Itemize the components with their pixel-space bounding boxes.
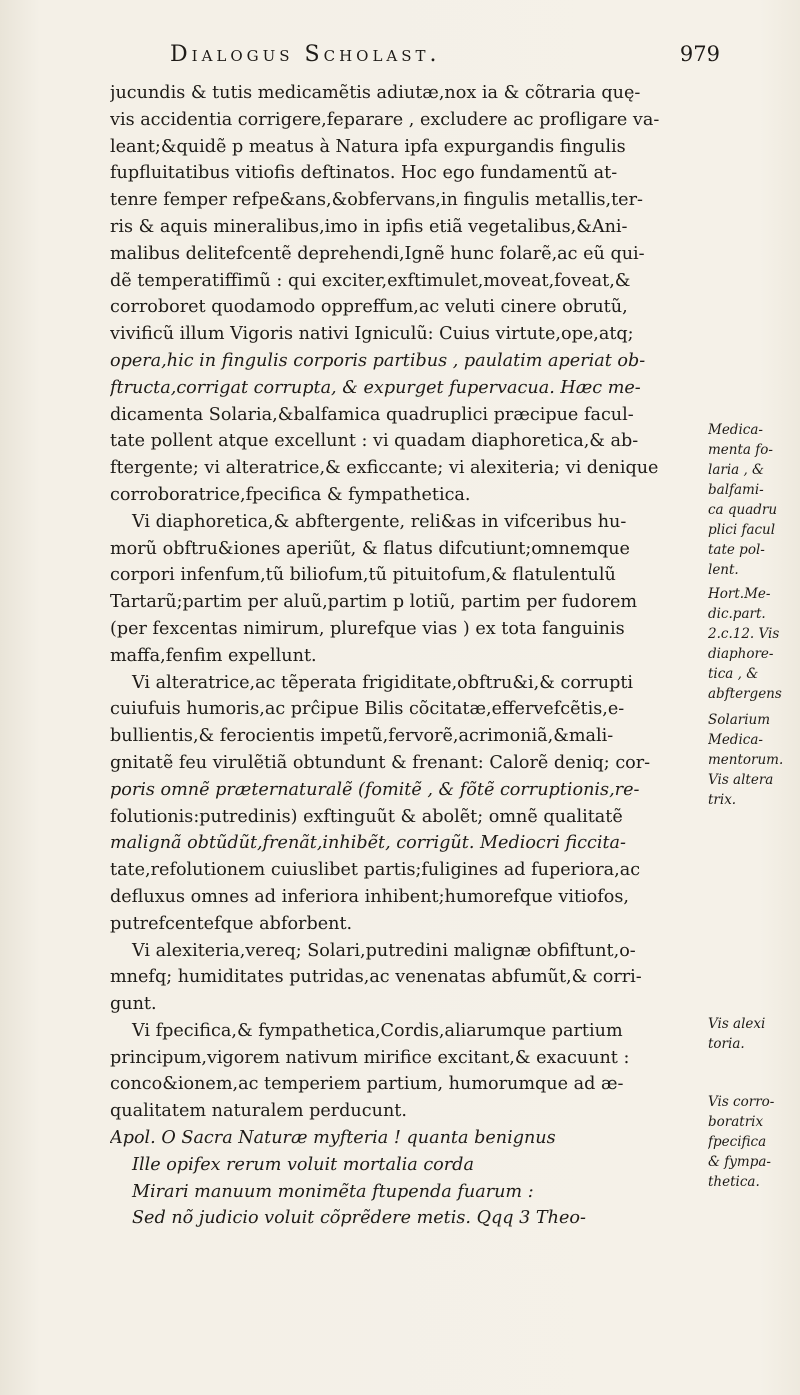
margin-note-line: dic.part.: [708, 606, 766, 622]
margin-note-line: Solarium: [708, 712, 771, 728]
text-line: corroboratrice,fpecifica & fympathetica.: [110, 484, 471, 505]
text-line: gunt.: [110, 994, 157, 1015]
margin-note-line: diaphore-: [708, 646, 774, 662]
margin-note: [708, 1092, 796, 1192]
margin-note: [708, 420, 796, 580]
text-line: malibus delitefcentẽ deprehendi,Ignẽ hunc folarẽ,ac eũ qui-: [110, 243, 645, 264]
margin-note-line: Medica-: [708, 732, 763, 748]
margin-note-line: menta fo-: [708, 442, 773, 458]
running-title: Dialogus Scholast.: [170, 42, 441, 67]
margin-note-line: lent.: [708, 562, 739, 578]
text-line: Vi diaphoretica,& abftergente, reli&as in vifceribus hu-: [132, 511, 627, 532]
text-line: Vi alteratrice,ac tẽperata frigiditate,obftru&i,& corrupti: [132, 672, 634, 693]
text-line: bullientis,& ferocientis impetũ,fervorẽ,acrimoniã,&mali-: [110, 726, 614, 747]
margin-note-line: mentorum.: [708, 752, 784, 768]
text-line: leant;&quidẽ p meatus à Natura ipfa expurgandis fingulis: [110, 136, 626, 157]
text-line: ris & aquis mineralibus,imo in ipfis etiã vegetalibus,&Ani-: [110, 216, 628, 237]
text-line: morũ obftru&iones aperiũt, & flatus difcutiunt;omnemque: [110, 538, 630, 559]
text-line: vis accidentia corrigere,feparare , excludere ac profligare va-: [110, 109, 660, 130]
margin-note-line: Medica-: [708, 422, 763, 438]
margin-note: [708, 1014, 796, 1054]
text-line: dicamenta Solaria,&balfamica quadruplici præcipue facul-: [110, 404, 634, 425]
margin-note-line: 2.c.12. Vis: [708, 626, 780, 642]
margin-note-line: boratrix: [708, 1114, 764, 1130]
text-line: Vi fpecifica,& fympathetica,Cordis,aliarumque partium: [132, 1020, 623, 1041]
text-line: Mirari manuum monimẽta ftupenda fuarum :: [132, 1181, 534, 1202]
margin-note-line: abftergens: [708, 686, 782, 702]
margin-note-line: laria , &: [708, 462, 765, 478]
text-line: cuiufuis humoris,ac prĉipue Bilis cõcitatæ,effervefcẽtis,e-: [110, 699, 625, 720]
margin-note-line: tate pol-: [708, 542, 765, 558]
main-text: [110, 80, 670, 1232]
text-line: corpori infenfum,tũ biliofum,tũ pituitofum,& flatulentulũ: [110, 565, 616, 586]
text-line: tate pollent atque excellunt : vi quadam diaphoretica,& ab-: [110, 431, 639, 452]
text-line: tate,refolutionem cuiuslibet partis;fuligines ad fuperiora,ac: [110, 860, 641, 881]
margin-note-line: fpecifica: [708, 1134, 767, 1150]
text-line: dẽ temperatiffimũ : qui exciter,exftimulet,moveat,foveat,&: [110, 270, 631, 291]
margin-note-line: & fympa-: [708, 1154, 771, 1170]
text-line: mnefq; humiditates putridas,ac venenatas abfumũt,& corri-: [110, 967, 642, 988]
margin-note-line: ca quadru: [708, 502, 778, 518]
text-line: Tartarũ;partim per aluũ,partim p lotiũ, partim per fudorem: [110, 592, 638, 613]
text-line: maffa,fenfim expellunt.: [110, 645, 317, 666]
text-line: vivificũ illum Vigoris nativi Igniculũ: Cuius virtute,ope,atq;: [110, 324, 634, 345]
text-line: malignã obtũdũt,frenãt,inhibẽt, corrigũt. Mediocri ficcita-: [110, 833, 626, 854]
text-line: folutionis:putredinis) exftinguũt & abolẽt; omnẽ qualitatẽ: [110, 806, 623, 827]
margin-note: [708, 710, 796, 810]
text-line: ftergente; vi alteratrice,& exficcante; vi alexiteria; vi denique: [110, 458, 659, 479]
margin-note-line: toria.: [708, 1036, 745, 1052]
text-line: (per fexcentas nimirum, plurefque vias ) ex tota fanguinis: [110, 618, 625, 639]
text-line: qualitatem naturalem perducunt.: [110, 1101, 407, 1122]
text-line: poris omnẽ præternaturalẽ (fomitẽ , & fõtẽ corruptionis,re-: [110, 779, 640, 800]
margin-note-line: Vis alexi: [708, 1016, 766, 1032]
margin-note-line: thetica.: [708, 1174, 760, 1190]
text-line: defluxus omnes ad inferiora inhibent;humorefque vitiofos,: [110, 886, 629, 907]
running-header: [160, 42, 720, 78]
margin-note-line: plici facul: [708, 522, 776, 538]
margin-note-line: Vis corro-: [708, 1094, 775, 1110]
text-line: ftructa,corrigat corrupta, & expurget fupervacua. Hæc me-: [110, 377, 641, 398]
text-line: putrefcentefque abforbent.: [110, 913, 353, 934]
margin-note-line: tica , &: [708, 666, 759, 682]
text-line: gnitatẽ feu virulẽtiã obtundunt & frenant: Calorẽ deniq; cor-: [110, 752, 651, 773]
margin-note-line: Hort.Me-: [708, 586, 771, 602]
text-line: jucundis & tutis medicamẽtis adiutæ,nox ia & cõtraria quę-: [110, 83, 641, 103]
margin-note-line: trix.: [708, 792, 737, 808]
text-line: tenre femper refpe&ans,&obfervans,in fingulis metallis,ter-: [110, 190, 643, 211]
text-line: corroboret quodamodo oppreffum,ac veluti cinere obrutũ,: [110, 297, 628, 318]
text-line: fupfluitatibus vitiofis deftinatos. Hoc ego fundamentũ at-: [110, 163, 618, 184]
text-line: Vi alexiteria,vereq; Solari,putredini malignæ obfiftunt,o-: [132, 940, 636, 961]
text-line: principum,vigorem nativum mirifice excitant,& exacuunt :: [110, 1047, 630, 1068]
margin-note-line: balfami-: [708, 482, 764, 498]
text-line: opera,hic in fingulis corporis partibus , paulatim aperiat ob-: [110, 350, 646, 371]
page-number: 979: [679, 42, 720, 66]
margin-note: [708, 584, 796, 704]
text-line: Sed nõ judicio voluit cõprẽdere metis. Qqq 3 Theo-: [132, 1208, 586, 1229]
text-line: conco&ionem,ac temperiem partium, humorumque ad æ-: [110, 1074, 624, 1095]
text-line: Ille opifex rerum voluit mortalia corda: [132, 1154, 474, 1175]
text-line: Apol. O Sacra Naturæ myfteria ! quanta benignus: [110, 1128, 556, 1149]
margin-note-line: Vis altera: [708, 772, 774, 788]
